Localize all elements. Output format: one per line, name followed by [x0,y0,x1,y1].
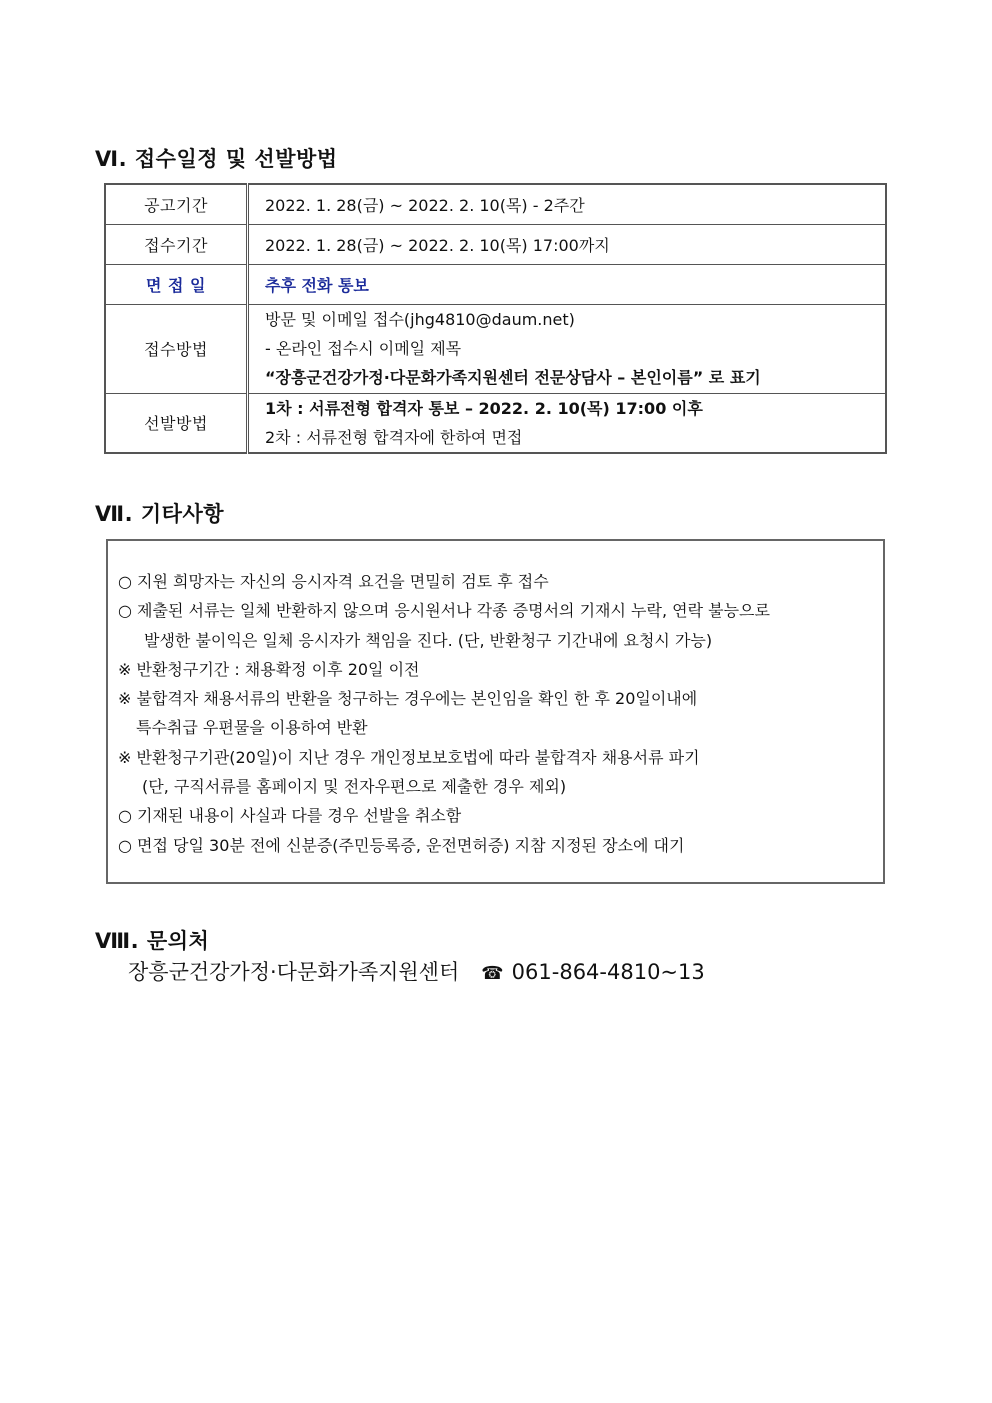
notice-line: 발생한 불이익은 일체 응시자가 책임을 진다. (단, 반환청구 기간내에 요청시 가능) [144,630,713,650]
contact-line [128,956,705,986]
notice-line: ○ 지원 희망자는 자신의 응시자격 요건을 면밀히 검토 후 접수 [118,572,549,591]
notice-line: (단, 구직서류를 홈페이지 및 전자우편으로 제출한 경우 제외) [142,777,567,797]
center-name: 장흥군건강가정·다문화가족지원센터 [128,960,460,984]
schedule-table [104,183,887,454]
notice-line: ※ 불합격자 채용서류의 반환을 청구하는 경우에는 본인임을 확인 한 후 20일이내에 [118,689,698,709]
row-label-application-period: 접수기간 [105,224,248,264]
selection-method-line: 1차 : 서류전형 합격자 통보 – 2022. 2. 10(목) 17:00 이후 [265,398,703,418]
table-row [105,224,886,264]
row-label-announcement: 공고기간 [105,184,248,224]
section-title-schedule: Ⅵ. 접수일정 및 선발방법 [95,147,338,171]
row-value-announcement: 2022. 1. 28(금) ~ 2022. 2. 10(목) - 2주간 [248,184,887,224]
row-value-application-method [248,304,887,393]
notice-line: ※ 반환청구기관(20일)이 지난 경우 개인정보보호법에 따라 불합격자 채용서류 파기 [118,747,700,767]
row-value-interview-date: 추후 전화 통보 [248,264,887,304]
row-value-application-period: 2022. 1. 28(금) ~ 2022. 2. 10(목) 17:00까지 [248,224,887,264]
notice-box [106,539,885,884]
row-value-selection-method [248,393,887,453]
row-label-selection-method: 선발방법 [105,393,248,453]
application-method-line: 방문 및 이메일 접수(jhg4810@daum.net) [265,310,575,329]
notice-line: 특수취급 우편물을 이용하여 반환 [136,718,368,738]
phone-icon: ☎ [481,963,504,984]
selection-method-line: 2차 : 서류전형 합격자에 한하여 면접 [265,427,523,447]
row-label-application-method: 접수방법 [105,304,248,393]
section-title-contact: Ⅷ. 문의처 [95,929,210,953]
table-row [105,393,886,453]
application-method-line: - 온라인 접수시 이메일 제목 [265,339,462,358]
table-row [105,304,886,393]
notice-line: ※ 반환청구기간 : 채용확정 이후 20일 이전 [118,659,420,679]
section-title-other: Ⅶ. 기타사항 [95,502,225,526]
table-row [105,184,886,224]
row-label-interview-date: 면 접 일 [105,264,248,304]
notice-line: ○ 면접 당일 30분 전에 신분증(주민등록증, 운전면허증) 지참 지정된 장소에 대기 [118,835,685,855]
notice-line: ○ 기재된 내용이 사실과 다를 경우 선발을 취소함 [118,806,462,826]
phone-number: 061-864-4810~13 [511,960,705,984]
notice-line: ○ 제출된 서류는 일체 반환하지 않으며 응시원서나 각종 증명서의 기재시 누락, 연락 불능으로 [118,601,770,621]
table-row [105,264,886,304]
application-method-line: “장흥군건강가정·다문화가족지원센터 전문상담사 – 본인이름” 로 표기 [265,368,761,387]
